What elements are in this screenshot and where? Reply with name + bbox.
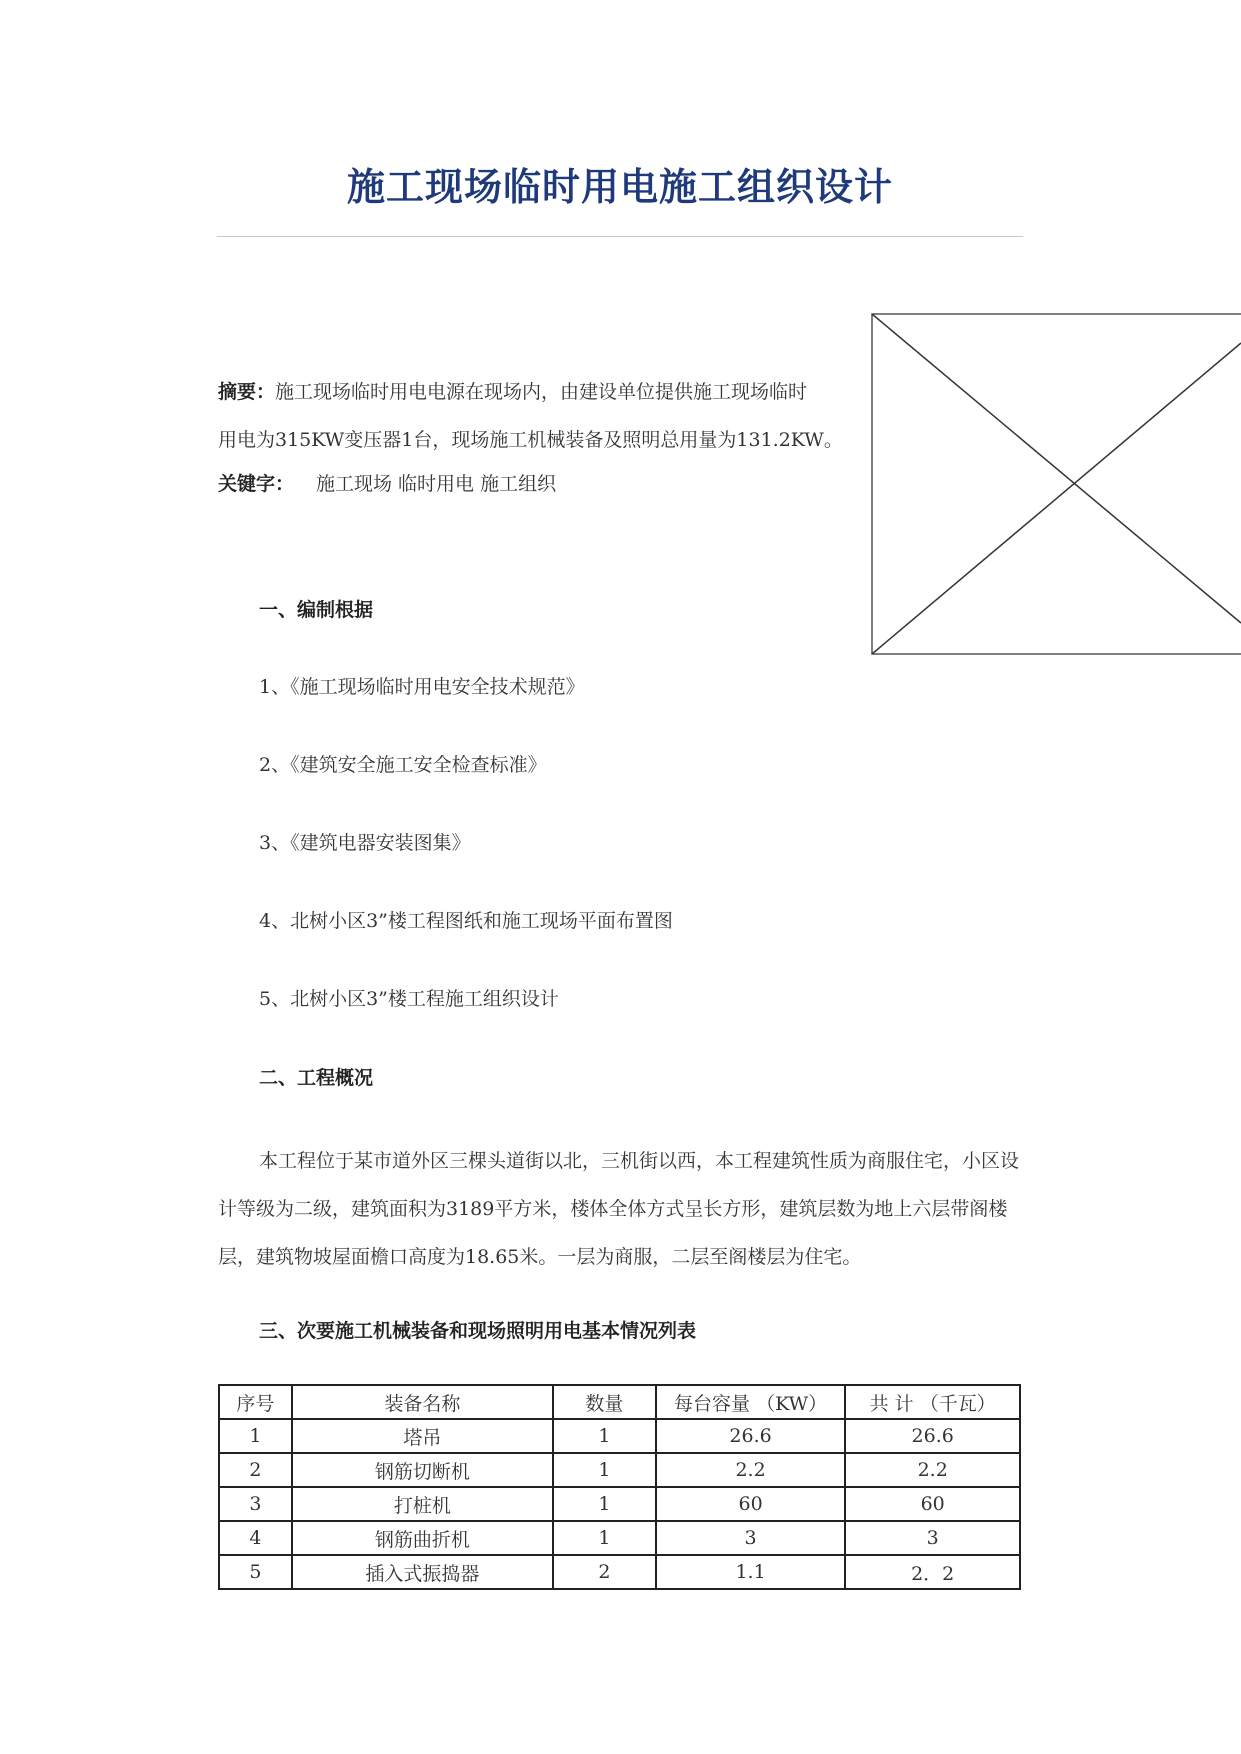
- reference-item: 4、北树小区3”楼工程图纸和施工现场平面布置图: [259, 910, 673, 932]
- cell-equipment-name: 钢筋曲折机: [292, 1521, 553, 1555]
- abstract: [218, 368, 870, 464]
- cell-total: 26.6: [845, 1419, 1020, 1453]
- table-row: [219, 1555, 1020, 1589]
- section-heading-overview: 二、工程概况: [259, 1067, 374, 1089]
- cell-unit-capacity: 3: [656, 1521, 846, 1555]
- image-placeholder: [871, 313, 1241, 655]
- abstract-line-1: 施工现场临时用电电源在现场内，由建设单位提供施工现场临时: [275, 381, 808, 403]
- cell-equipment-name: 塔吊: [292, 1419, 553, 1453]
- cell-total: 60: [845, 1487, 1020, 1521]
- section-heading-equipment: 三、次要施工机械装备和现场照明用电基本情况列表: [259, 1320, 697, 1342]
- cell-equipment-name: 打桩机: [292, 1487, 553, 1521]
- table-header-row: [219, 1385, 1020, 1419]
- cell-quantity: 1: [553, 1419, 656, 1453]
- header-quantity: 数量: [553, 1385, 656, 1419]
- cell-unit-capacity: 26.6: [656, 1419, 846, 1453]
- section-heading-basis: 一、编制根据: [259, 599, 374, 621]
- header-unit-capacity: 每台容量 （KW）: [656, 1385, 846, 1419]
- cell-index: 4: [219, 1521, 292, 1555]
- cell-total: 2.2: [845, 1453, 1020, 1487]
- equipment-table: [218, 1384, 1021, 1590]
- title-divider: [217, 236, 1023, 237]
- reference-item: 3、《建筑电器安装图集》: [259, 832, 471, 854]
- cell-total: 2．2: [845, 1555, 1020, 1589]
- cell-unit-capacity: 2.2: [656, 1453, 846, 1487]
- cell-unit-capacity: 1.1: [656, 1555, 846, 1589]
- table-row: [219, 1487, 1020, 1521]
- project-overview-paragraph: 本工程位于某市道外区三棵头道街以北，三机街以西，本工程建筑性质为商服住宅，小区设计等级为二级，建筑面积为3189平方米，楼体全体方式呈长方形，建筑层数为地上六层带阁楼层，建筑物坡屋面檐口高度为18.65米。一层为商服，二层至阁楼层为住宅。: [218, 1150, 1020, 1268]
- header-total: 共 计 （千瓦）: [845, 1385, 1020, 1419]
- cell-index: 3: [219, 1487, 292, 1521]
- table-row: [219, 1521, 1020, 1555]
- cell-quantity: 2: [553, 1555, 656, 1589]
- reference-item: 2、《建筑安全施工安全检查标准》: [259, 754, 547, 776]
- keywords-label: 关键字：: [218, 473, 295, 495]
- header-equipment-name: 装备名称: [292, 1385, 553, 1419]
- cell-index: 1: [219, 1419, 292, 1453]
- cell-total: 3: [845, 1521, 1020, 1555]
- reference-item: 1、《施工现场临时用电安全技术规范》: [259, 676, 585, 698]
- document-title: 施工现场临时用电施工组织设计: [346, 164, 893, 209]
- abstract-label: 摘要：: [218, 381, 276, 403]
- table-row: [219, 1453, 1020, 1487]
- cell-index: 2: [219, 1453, 292, 1487]
- cell-quantity: 1: [553, 1487, 656, 1521]
- table-row: [219, 1419, 1020, 1453]
- keywords: [218, 468, 870, 500]
- cell-index: 5: [219, 1555, 292, 1589]
- cell-equipment-name: 钢筋切断机: [292, 1453, 553, 1487]
- placeholder-cross-icon: [871, 313, 1241, 655]
- keywords-text: 施工现场 临时用电 施工组织: [316, 473, 557, 495]
- reference-item: 5、北树小区3”楼工程施工组织设计: [259, 988, 559, 1010]
- cell-quantity: 1: [553, 1521, 656, 1555]
- cell-unit-capacity: 60: [656, 1487, 846, 1521]
- header-index: 序号: [219, 1385, 292, 1419]
- cell-quantity: 1: [553, 1453, 656, 1487]
- abstract-line-2: 用电为315KW变压器1台，现场施工机械装备及照明总用量为131.2KW。: [218, 429, 843, 451]
- cell-equipment-name: 插入式振捣器: [292, 1555, 553, 1589]
